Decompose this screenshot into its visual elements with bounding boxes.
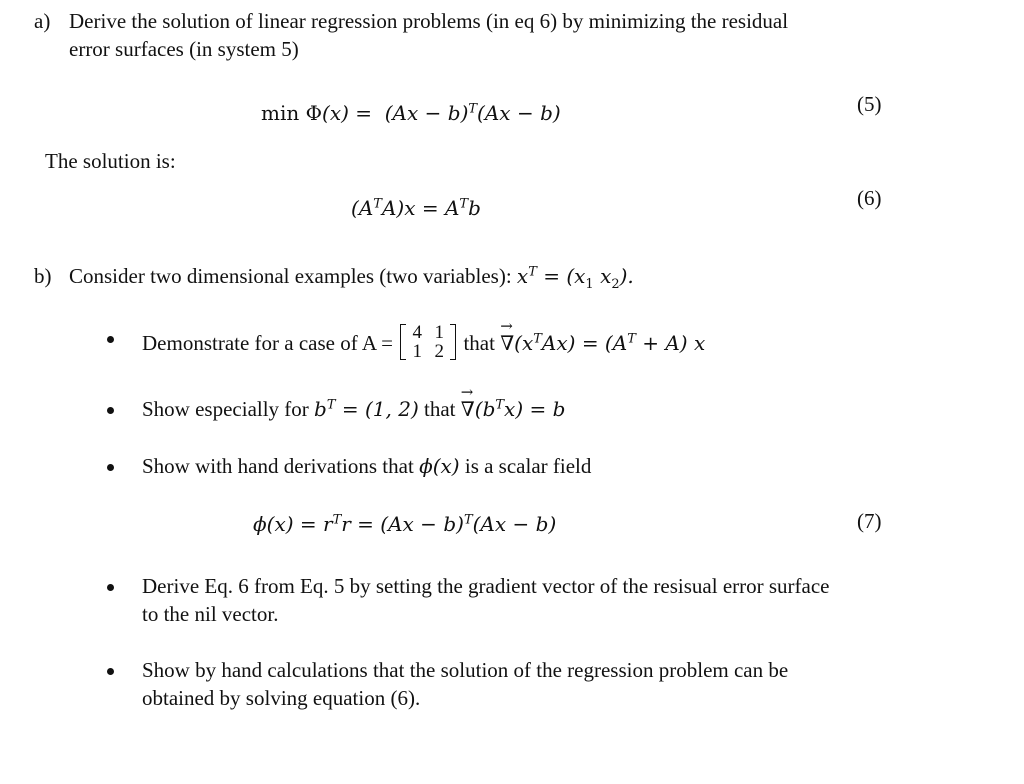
bullet-4 <box>107 584 114 591</box>
equation-6: $(A^TA)x = A^Tb$ <box>351 196 481 220</box>
bullet-2 <box>107 407 114 414</box>
part-b-intro: Consider two dimensional examples (two variables): $x^T = (x_1$ $x_2$). <box>69 264 634 292</box>
equation-5: $\min \Phi(x) = (Ax - b)^T(Ax - b)$ <box>261 101 561 125</box>
equation-6-number: (6) <box>857 186 882 210</box>
bullet-1 <box>107 336 114 343</box>
bullet-5-line1: Show by hand calculations that the solution of the regression problem can be <box>142 658 789 682</box>
part-a-line1: Derive the solution of linear regression problems (in eq 6) by minimizing the residual <box>69 9 789 33</box>
equation-7-number: (7) <box>857 509 882 533</box>
part-a-line2: error surfaces (in system 5) <box>69 37 299 61</box>
bullet-5 <box>107 668 114 675</box>
part-b-label: b) <box>34 264 52 288</box>
bullet-1-text: Demonstrate for a case of A = 4 1 1 2 that → $\nabla(x^TAx) = (A^T + A)$ x <box>142 326 705 364</box>
matrix-a: 4 1 1 2 <box>400 323 456 361</box>
equation-7: $\phi(x) = r^Tr = (Ax - b)^T(Ax - b)$ <box>253 512 557 536</box>
x-transpose-expression: $x^T = (x_1$ $x_2$). <box>516 264 634 292</box>
bullet-2-text: Show especially for $b^T = (1$, 2) that → $\nabla(b^Tx) = b$ <box>142 397 565 422</box>
bullet-3 <box>107 464 114 471</box>
equation-5-number: (5) <box>857 92 882 116</box>
bullet-5-line2: obtained by solving equation (6). <box>142 686 421 710</box>
part-a-label: a) <box>34 9 51 33</box>
bullet-3-text: Show with hand derivations that ϕ(x) is a scalar field <box>142 454 592 478</box>
bullet-4-line2: to the nil vector. <box>142 602 279 626</box>
b-transpose-value: $b^T = (1$, 2) <box>314 397 419 421</box>
solution-intro: The solution is: <box>45 149 176 173</box>
gradient-btx: → $\nabla(b^Tx) = b$ <box>461 397 566 421</box>
phi-of-x: ϕ(x) <box>419 454 460 478</box>
bullet-4-line1: Derive Eq. 6 from Eq. 5 by setting the gradient vector of the resisual error surface <box>142 574 830 598</box>
gradient-xtax: → $\nabla(x^TAx) = (A^T + A)$ x <box>500 331 705 355</box>
